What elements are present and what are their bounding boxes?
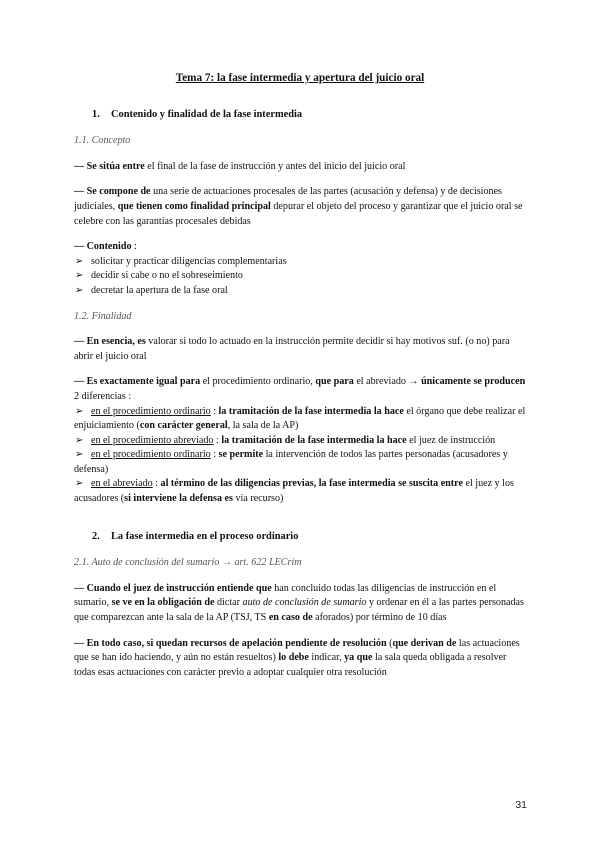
paragraph [74, 185, 526, 229]
arrow-bullet-icon: ➢ [75, 405, 84, 417]
arrow-bullet-icon: ➢ [75, 434, 84, 446]
paragraph [74, 335, 526, 364]
contenido-list [74, 240, 526, 298]
list-item-text: solicitar y practicar diligencias complementarias [91, 255, 287, 267]
arrow-bullet-icon: ➢ [75, 449, 84, 461]
text: dictar [214, 597, 243, 609]
text: , la sala de la AP) [227, 420, 299, 432]
bold-text: — En todo caso, si quedan recursos de apelación pendiente de resolución [74, 637, 387, 649]
document-title: Tema 7: la fase intermedia y apertura del juicio oral [175, 72, 425, 84]
paragraph [74, 582, 526, 626]
text: y ordenar en él a las partes personadas que comparezcan ante la sala de la AP (TSJ, TS [74, 597, 524, 624]
bold-text: que tienen como finalidad principal [117, 200, 271, 212]
bold-text: únicamente se producen [421, 376, 526, 388]
section-heading-1 [92, 108, 526, 123]
section-number: 1. [92, 108, 100, 120]
bold-text: — Se sitúa entre [74, 160, 145, 172]
section-heading-2 [92, 530, 526, 545]
list-heading [74, 240, 526, 255]
list-heading [74, 375, 526, 404]
italic-text: auto de conclusión de sumario [242, 597, 367, 609]
text: aforados) por término de 10 días [312, 612, 447, 624]
text: : [152, 478, 161, 490]
bold-text: que para [315, 376, 354, 388]
bold-text: la tramitación de la fase intermedia la hace [221, 434, 407, 446]
underlined-text: en el procedimiento ordinario [91, 449, 211, 461]
list-item-text: decretar la apertura de la fase oral [91, 284, 228, 296]
bold-text: — Contenido [74, 241, 132, 253]
underlined-text: en el abreviado [91, 478, 153, 490]
text: el juez y los acusadores ( [74, 478, 514, 505]
section-title: Contenido y finalidad de la fase intermedia [111, 108, 303, 120]
paragraph [74, 160, 526, 175]
bold-text: que derivan de [392, 637, 457, 649]
bold-text: — Es exactamente igual para [74, 376, 201, 388]
text: la intervención de todos las partes personadas (acusadores y defensa) [74, 449, 508, 475]
text: el final de la fase de instrucción y antes del inicio del juicio oral [144, 160, 406, 172]
list-item [74, 269, 526, 284]
bold-text: lo debe [278, 652, 309, 664]
bold-text: — En esencia, es [74, 336, 146, 348]
text: depurar el objeto del proceso y garantizar que el juicio oral se celebre con las garantías procesales debidas [74, 200, 523, 227]
underlined-text: en el procedimiento ordinario [91, 405, 211, 417]
section-title: La fase intermedia en el proceso ordinario [111, 530, 299, 542]
text: : [131, 241, 137, 253]
text: : [210, 405, 219, 417]
text: la sala queda obligada a resolver todas esas actuaciones con carácter previo a adoptar cualquier otra resolución [74, 652, 507, 678]
text: : [210, 449, 219, 461]
bold-text: en caso de [268, 612, 313, 624]
bold-text: si interviene la defensa es [124, 493, 233, 505]
page-number: 31 [515, 799, 527, 811]
bold-text: con carácter general [139, 420, 228, 432]
bold-text: al término de las diligencias previas, la fase intermedia se suscita entre [160, 478, 463, 490]
arrow-bullet-icon: ➢ [75, 284, 84, 296]
list-item [74, 477, 526, 506]
diferencias-list [74, 375, 526, 506]
subsection-heading-auto: 2.1. Auto de conclusión del sumario → art. 622 LECrim [74, 557, 302, 569]
list-item [74, 405, 526, 434]
arrow-bullet-icon: ➢ [75, 270, 84, 282]
list-item [74, 255, 526, 270]
subsection-heading-finalidad: 1.2. Finalidad [74, 310, 132, 322]
text: el abreviado → [353, 376, 422, 388]
subsection-heading-concepto: 1.1. Concepto [74, 135, 131, 147]
text: el órgano que debe realizar el enjuiciamiento ( [74, 405, 526, 432]
list-item [74, 284, 526, 299]
text: una serie de actuaciones procesales de las partes (acusación y defensa) y de decisiones judiciales, [74, 186, 502, 212]
list-item [74, 448, 526, 477]
text: : [213, 434, 222, 446]
text: vía recurso) [232, 493, 284, 505]
text: el juez de instrucción [406, 434, 496, 446]
list-item [74, 434, 526, 449]
text: 2 diferencias : [74, 390, 132, 402]
text: el procedimiento ordinario, [200, 376, 316, 388]
arrow-bullet-icon: ➢ [75, 478, 84, 490]
page-content [74, 71, 526, 691]
bold-text: — Cuando el juez de instrucción entiende que [74, 582, 272, 594]
text: las actuaciones que se han ido haciendo, y aún no están resueltos) [74, 637, 520, 664]
section-spacer [74, 518, 526, 530]
section-number: 2. [92, 530, 100, 542]
arrow-bullet-icon: ➢ [75, 255, 84, 267]
text: ( [386, 637, 393, 649]
underlined-text: en el procedimiento abreviado [91, 434, 214, 446]
bold-text: se ve en la obligación de [111, 597, 215, 609]
text: han concluido todas las diligencias de instrucción en el sumario, [74, 582, 497, 609]
bold-text: ya que [344, 652, 373, 664]
text: indicar, [308, 652, 345, 664]
text: valorar si todo lo actuado en la instrucción permite decidir si hay motivos suf. (o no) para abrir el juicio oral [74, 336, 510, 362]
bold-text: — Se compone de [74, 186, 151, 198]
paragraph [74, 637, 526, 681]
list-item-text: decidir si cabe o no el sobreseimiento [91, 270, 243, 282]
bold-text: se permite [218, 449, 264, 461]
bold-text: la tramitación de la fase intermedia la hace [218, 405, 404, 417]
